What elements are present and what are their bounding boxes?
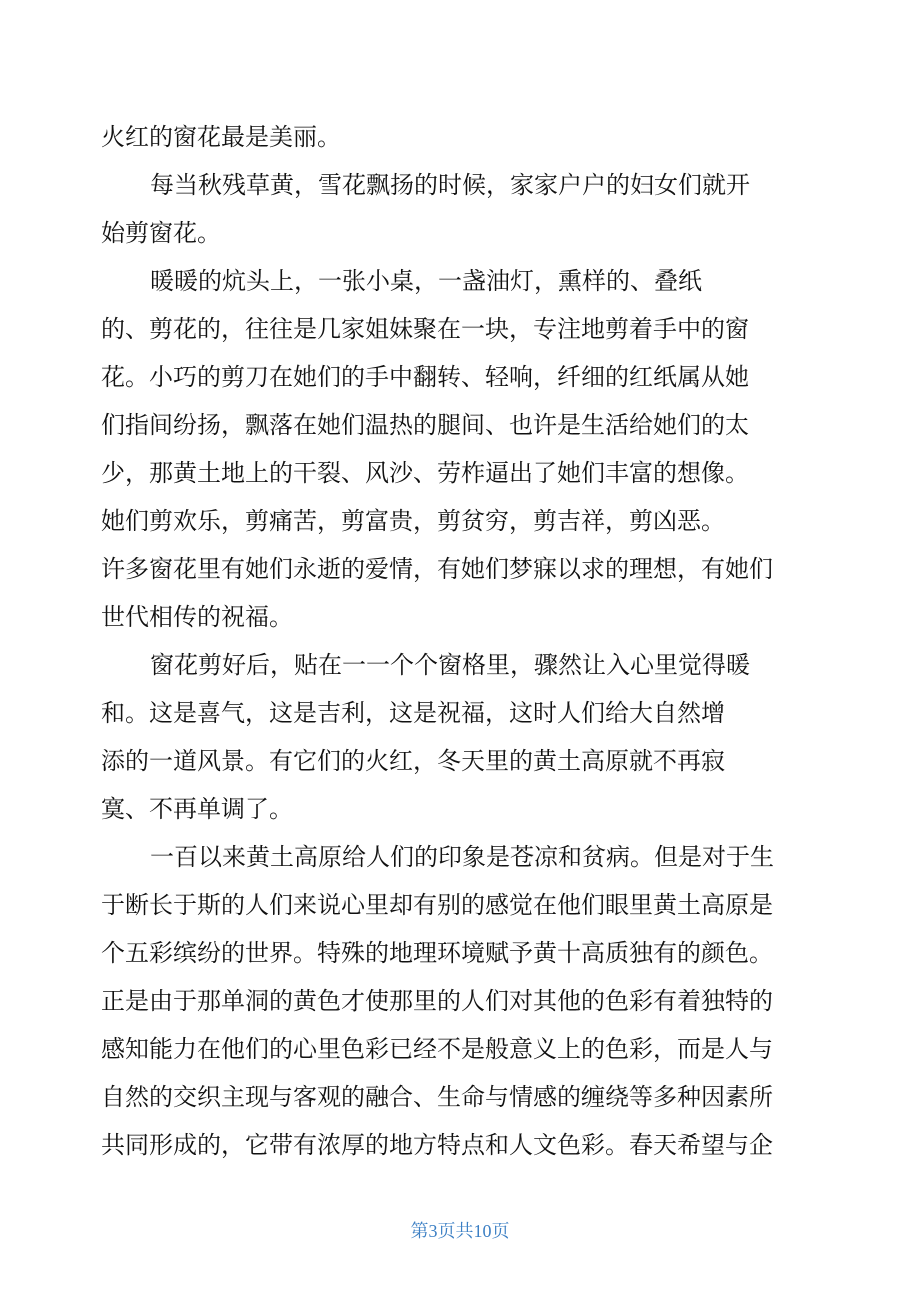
text-line: 她们剪欢乐，剪痛苦，剪富贵，剪贫穷，剪吉祥，剪凶恶。: [101, 507, 725, 535]
text-line: 寞、不再单调了。: [101, 795, 293, 823]
paragraph-start-line: 每当秋残草黄，雪花飘扬的时候，家家户户的妇女们就开: [150, 171, 750, 199]
text-line: 始剪窗花。: [101, 219, 221, 247]
paragraph-start-line: 窗花剪好后，贴在一一个个窗格里，骤然让入心里觉得暖: [150, 651, 750, 679]
text-line: 个五彩缤纷的世界。特殊的地理环境赋予黄十高质独有的颜色。: [101, 939, 773, 967]
text-line: 火红的窗花最是美丽。: [101, 123, 341, 151]
page-number-footer: 第3页共10页: [410, 1221, 510, 1241]
text-line: 少，那黄土地上的干裂、风沙、劳柞逼出了她们丰富的想像。: [101, 459, 749, 487]
paragraph-start-line: 一百以来黄土高原给人们的印象是苍凉和贫病。但是对于生: [150, 843, 774, 871]
text-line: 和。这是喜气，这是吉利，这是祝福，这时人们给大自然增: [101, 699, 725, 727]
text-line: 添的一道风景。有它们的火红，冬天里的黄土高原就不再寂: [101, 747, 725, 775]
text-line: 正是由于那单洞的黄色才使那里的人们对其他的色彩有着独特的: [101, 987, 773, 1015]
text-line: 世代相传的祝福。: [101, 603, 293, 631]
text-line: 于断长于斯的人们来说心里却有别的感觉在他们眼里黄土高原是: [101, 891, 773, 919]
paragraph-start-line: 暖暖的炕头上，一张小桌，一盏油灯，熏样的、叠纸: [150, 267, 702, 295]
text-line: 感知能力在他们的心里色彩已经不是般意义上的色彩，而是人与: [101, 1035, 773, 1063]
text-line: 的、剪花的，往往是几家姐妹聚在一块，专注地剪着手中的窗: [101, 315, 749, 343]
text-line: 花。小巧的剪刀在她们的手中翻转、轻响，纤细的红纸属从她: [101, 363, 749, 391]
text-line: 们指间纷扬，飘落在她们温热的腿间、也许是生活给她们的太: [101, 411, 749, 439]
text-line: 自然的交织主现与客观的融合、生命与情感的缠绕等多种因素所: [101, 1083, 773, 1111]
text-line: 许多窗花里有她们永逝的爱情，有她们梦寐以求的理想，有她们: [101, 555, 773, 583]
text-line: 共同形成的，它带有浓厚的地方特点和人文色彩。春天希望与企: [101, 1131, 773, 1159]
